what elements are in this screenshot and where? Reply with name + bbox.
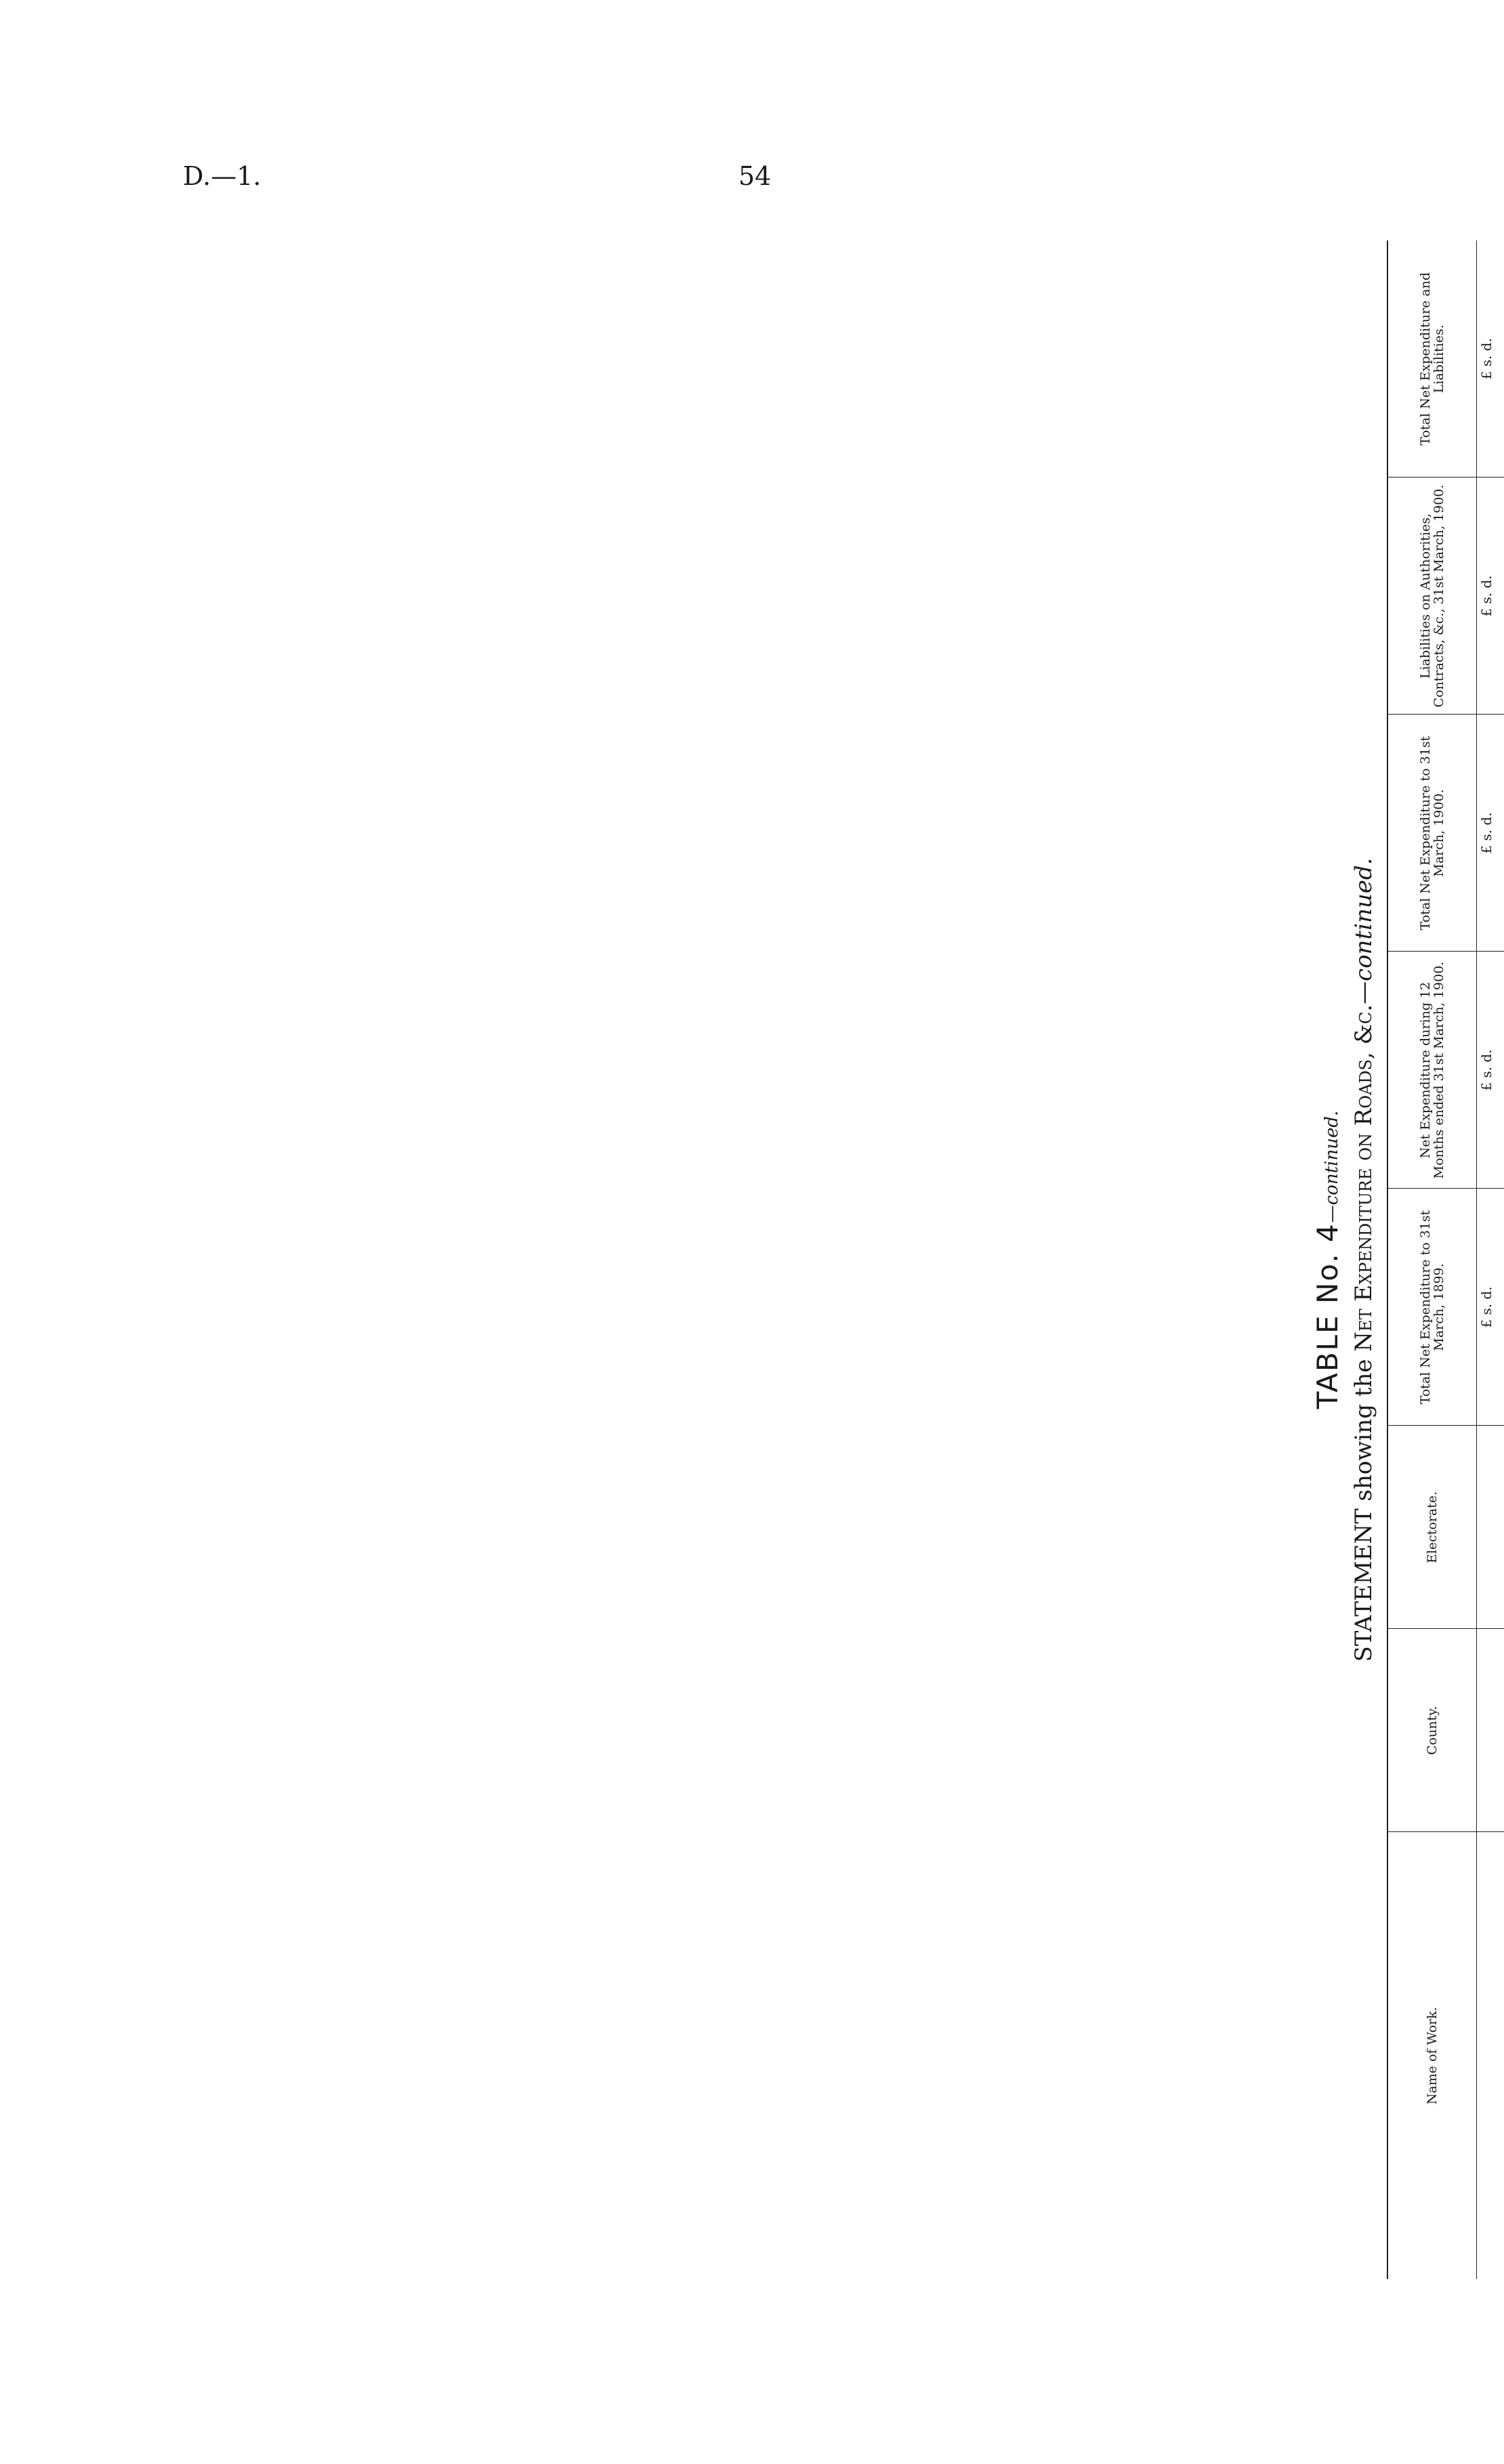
- units-c1: £ s. d.: [1477, 1189, 1504, 1426]
- col-header-liabilities: Liabilities on Authorities, Contracts, &c., 31st March, 1900.: [1387, 477, 1477, 715]
- col-header-county: County.: [1387, 1629, 1477, 1832]
- table-subtitle: [1350, 240, 1377, 2279]
- col-header-total-1900: Total Net Expenditure to 31st March, 1900.: [1387, 715, 1477, 952]
- units-c5: £ s. d.: [1477, 240, 1504, 477]
- subtitle-continued: —continued.: [1350, 857, 1377, 1004]
- subtitle-prefix: STATEMENT showing the: [1350, 1351, 1377, 1662]
- page-reference: D.—1.: [183, 161, 262, 191]
- table-body: [1477, 240, 1504, 2279]
- col-header-total-1899: Total Net Expenditure to 31st March, 1899.: [1387, 1189, 1477, 1426]
- col-header-net-12-months: Net Expenditure during 12 Months ended 31st March, 1900.: [1387, 952, 1477, 1189]
- table-title-continued: —continued.: [1322, 1110, 1342, 1223]
- units-c2: £ s. d.: [1477, 952, 1504, 1189]
- units-row: [1477, 240, 1504, 2279]
- expenditure-table: [1387, 240, 1504, 2279]
- rotated-table-area: [1311, 240, 1504, 2279]
- table-title: [1311, 240, 1344, 2279]
- page-number: 54: [738, 161, 772, 191]
- table-title-text: TABLE No. 4: [1311, 1223, 1344, 1409]
- col-header-total-and-liabilities: Total Net Expenditure and Liabilities.: [1387, 240, 1477, 477]
- col-header-electorate: Electorate.: [1387, 1426, 1477, 1629]
- units-c3: £ s. d.: [1477, 715, 1504, 952]
- units-c4: £ s. d.: [1477, 477, 1504, 715]
- header-row: [1387, 240, 1477, 2279]
- col-header-name: Name of Work.: [1387, 1832, 1477, 2279]
- subtitle-main: Net Expenditure on Roads, &c.: [1350, 1004, 1377, 1352]
